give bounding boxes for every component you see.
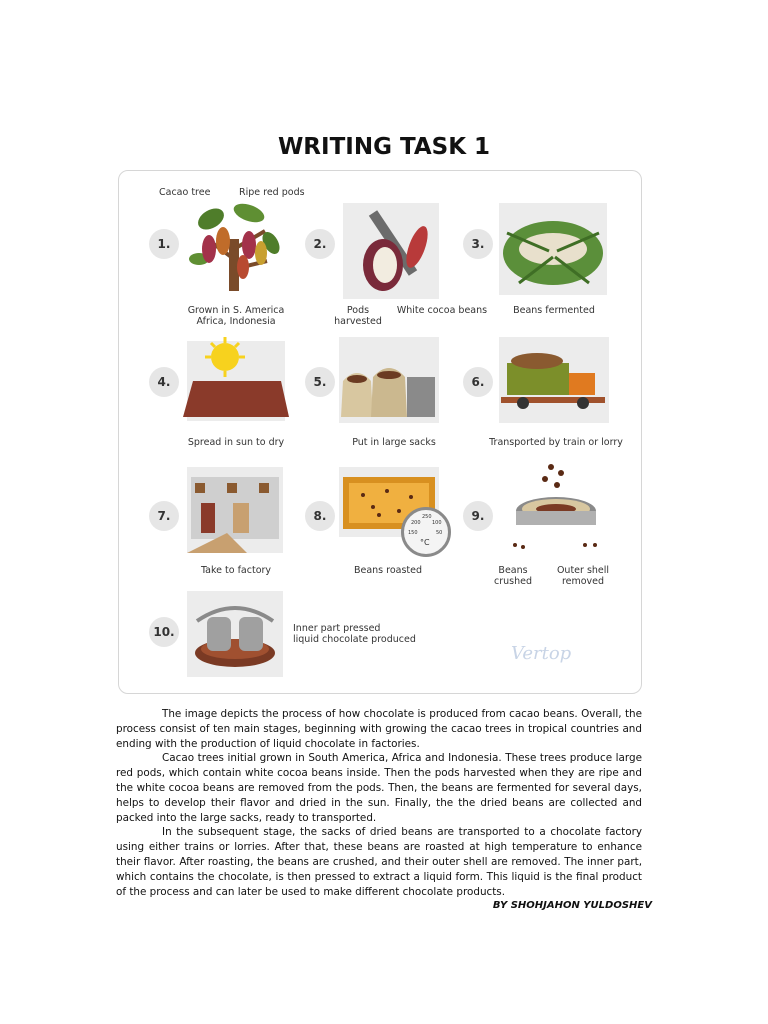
caption-step-7: Take to factory — [200, 565, 272, 576]
caption-step-3: Beans fermented — [513, 305, 595, 316]
watermark-text: Vertop — [511, 643, 572, 664]
dial-label-250: 250 — [422, 514, 432, 520]
essay-body — [116, 707, 642, 899]
caption-pods-harvested: Pods harvested — [334, 305, 382, 327]
paragraph-3: In the subsequent stage, the sacks of dried beans are transported to a chocolate factory using either trains or lorries. After that, these beans are roasted at high temperature to enhance their flavor. After roasting, the beans are crushed, and their outer shell are removed. The inner part, which contains the chocolate, is then pressed to extract a liquid form. This liquid is the final product of the process and can later be used to make different chocolate products. — [116, 826, 642, 898]
sun-drying-illustration — [181, 337, 291, 423]
caption-step-1: Grown in S. America Africa, Indonesia — [187, 305, 285, 327]
factory-illustration — [187, 467, 283, 553]
caption-step-5: Put in large sacks — [352, 437, 436, 448]
label-ripe-red-pods: Ripe red pods — [239, 187, 305, 198]
caption-step-10: Inner part pressed liquid chocolate produced — [293, 623, 416, 645]
step-number-3: 3. — [463, 229, 493, 259]
thermometer-dial — [401, 507, 451, 557]
process-diagram — [118, 170, 642, 694]
paragraph-1: The image depicts the process of how chocolate is produced from cacao beans. Overall, the process consist of ten main stages, beginning with growing the cacao trees in tropical countries and ending with the production of liquid chocolate in factories. — [116, 708, 642, 750]
crushing-machine-illustration — [501, 461, 611, 557]
lorry-illustration — [499, 337, 609, 423]
step-number-1: 1. — [149, 229, 179, 259]
dial-label-150: 150 — [408, 530, 418, 536]
fermentation-leaves-illustration — [499, 203, 607, 295]
label-cacao-tree: Cacao tree — [159, 187, 211, 198]
chocolate-press-illustration — [187, 591, 283, 677]
caption-step-6: Transported by train or lorry — [489, 437, 623, 448]
sacks-illustration — [339, 337, 439, 423]
step-number-4: 4. — [149, 367, 179, 397]
step-number-6: 6. — [463, 367, 493, 397]
caption-white-cocoa-beans: White cocoa beans — [396, 305, 488, 316]
author-signature: BY SHOHJAHON YULDOSHEV — [492, 900, 652, 911]
caption-outer-shell-removed: Outer shell removed — [556, 565, 610, 587]
step-number-5: 5. — [305, 367, 335, 397]
caption-beans-crushed: Beans crushed — [494, 565, 532, 587]
caption-step-8: Beans roasted — [353, 565, 423, 576]
dial-label-celsius: °C — [420, 538, 430, 547]
pod-harvest-illustration — [343, 203, 439, 299]
step-number-9: 9. — [463, 501, 493, 531]
dial-label-50: 50 — [436, 530, 443, 536]
dial-label-200: 200 — [411, 520, 421, 526]
step-number-7: 7. — [149, 501, 179, 531]
step-number-2: 2. — [305, 229, 335, 259]
step-number-10: 10. — [149, 617, 179, 647]
page-title: WRITING TASK 1 — [277, 134, 491, 160]
step-number-8: 8. — [305, 501, 335, 531]
paragraph-2: Cacao trees initial grown in South America, Africa and Indonesia. These trees produce large red pods, which contain white cocoa beans inside. Then the pods harvested when they are ripe and the white cocoa beans are removed from the pods. Then, the beans are fermented for several days, helps to develop their flavor and dried in the sun. Finally, the the dried beans are collected and packed into the large sacks, ready to transported. — [116, 752, 642, 824]
dial-label-100: 100 — [432, 520, 442, 526]
caption-step-4: Spread in sun to dry — [187, 437, 285, 448]
cacao-tree-illustration — [187, 199, 283, 295]
